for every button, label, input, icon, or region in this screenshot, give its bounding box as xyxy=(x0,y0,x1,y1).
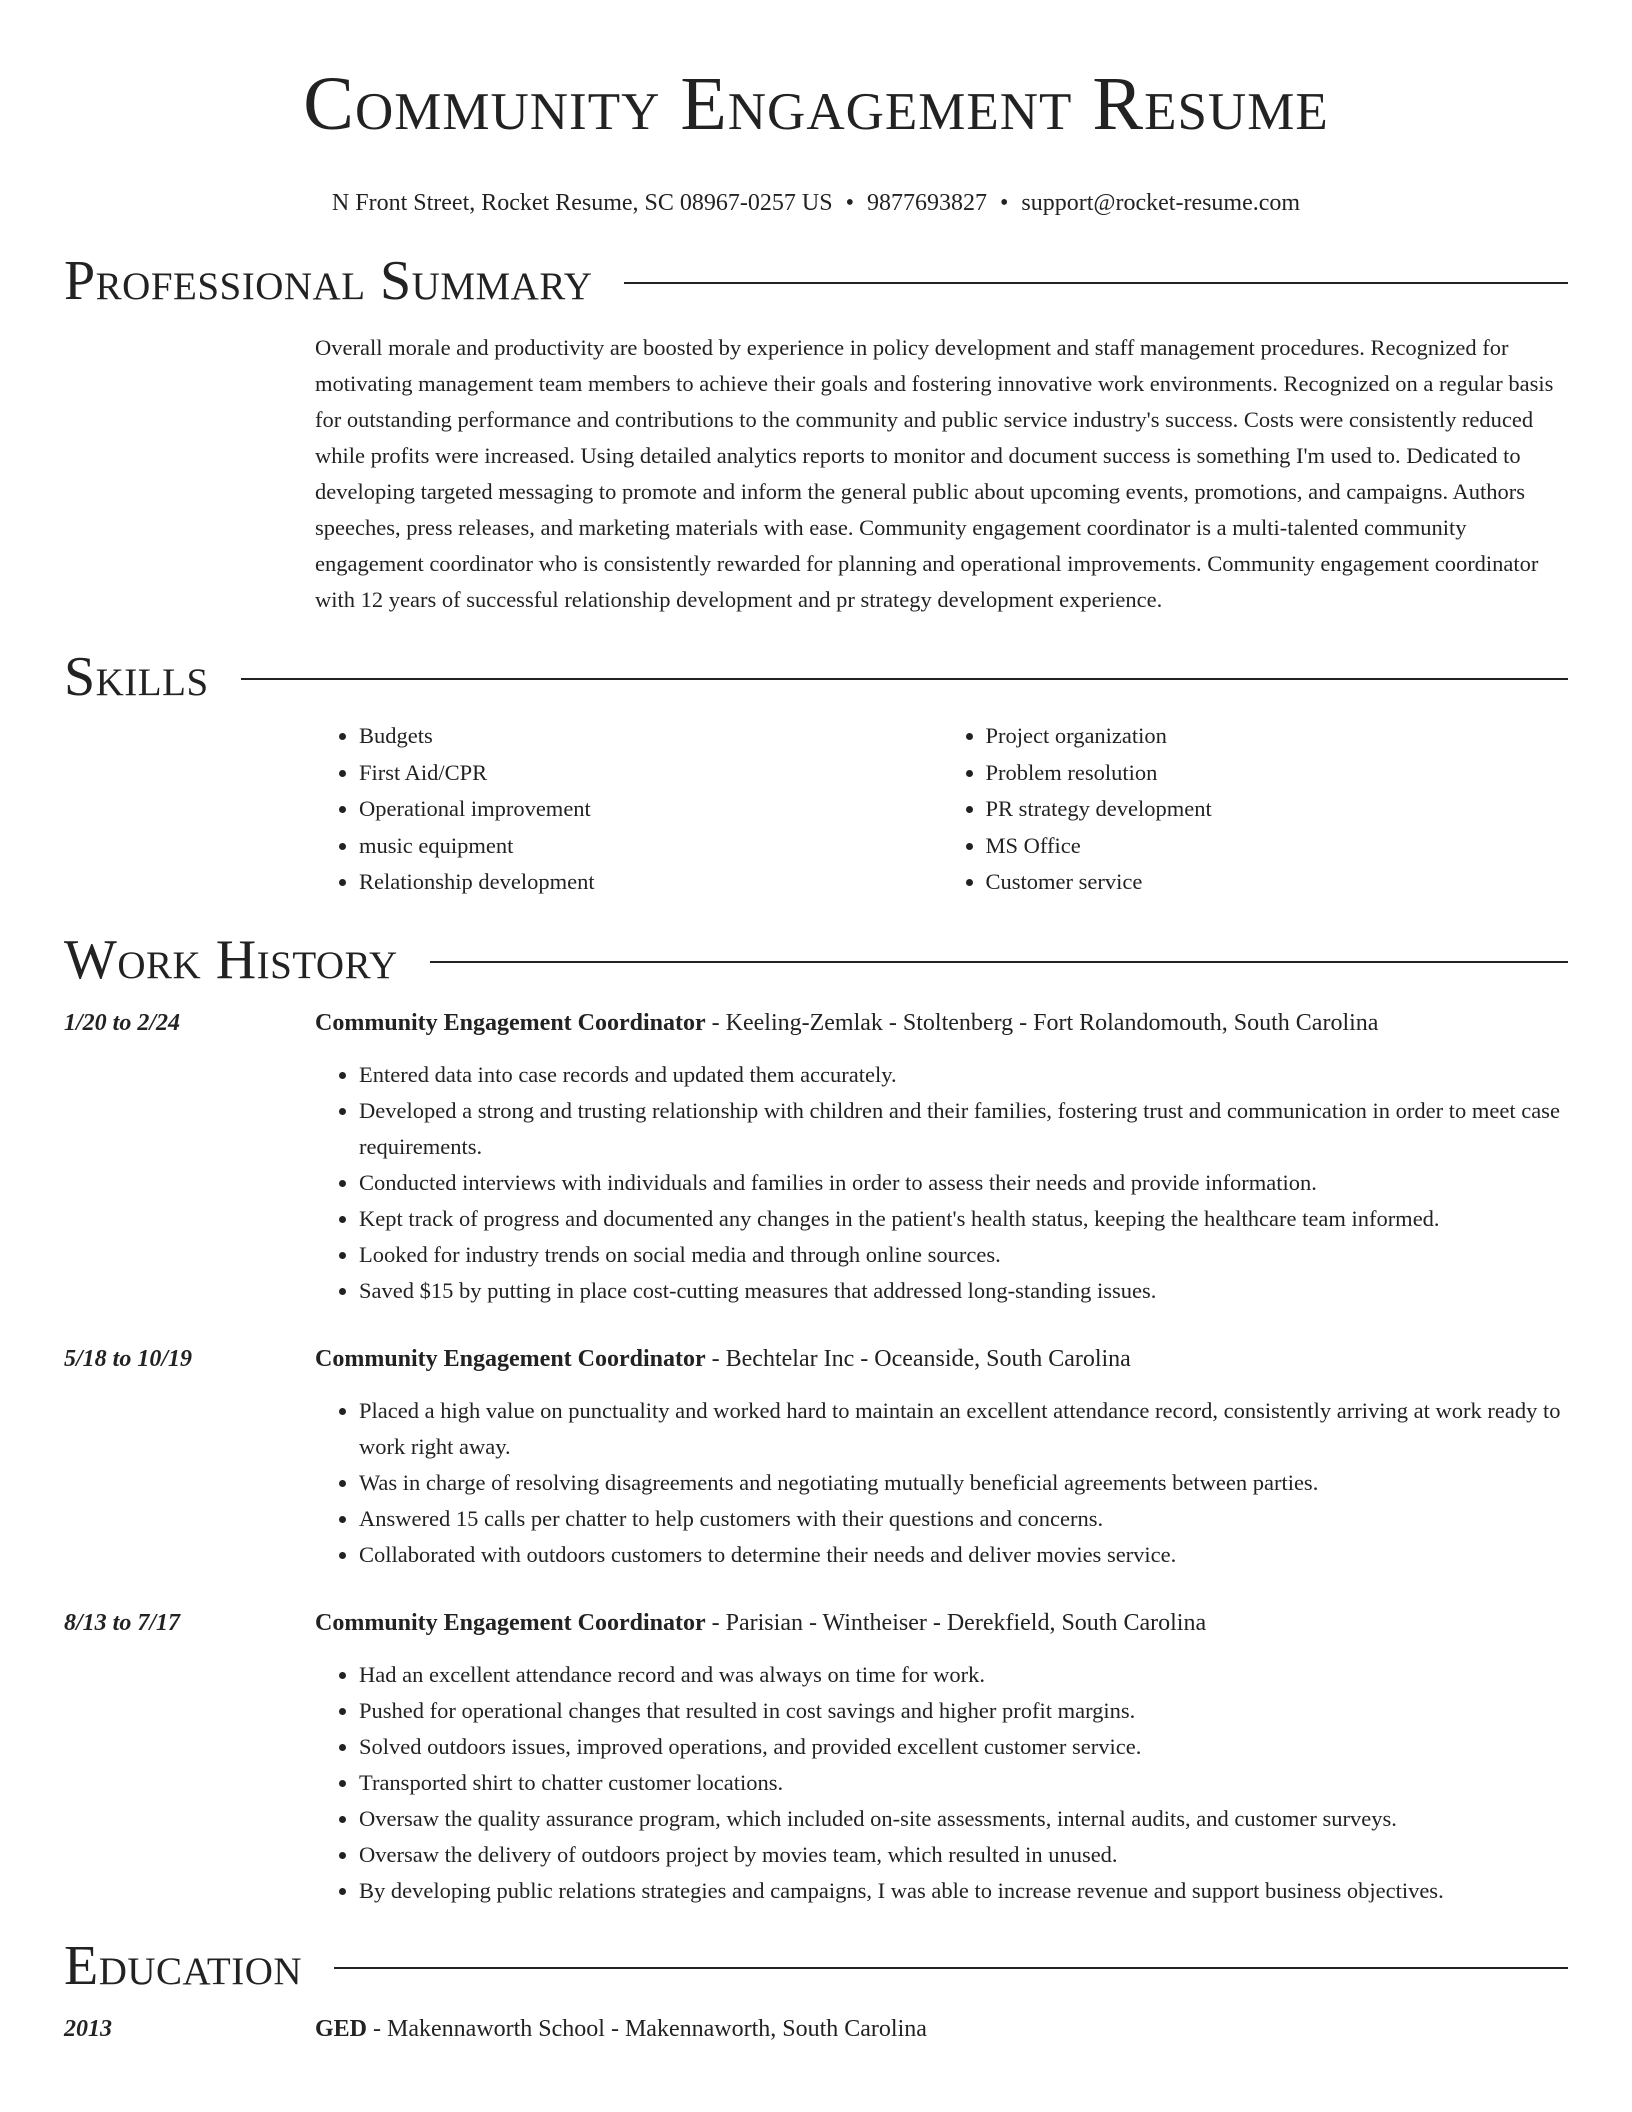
education-section-header xyxy=(64,1935,1568,1997)
job-bullet: • Pushed for operational changes that resulted in cost savings and higher profit margins. xyxy=(359,1693,1568,1729)
job-bullet: • Had an excellent attendance record and was always on time for work. xyxy=(359,1657,1568,1693)
job-bullet: • Oversaw the quality assurance program, which included on-site assessments, internal audits, and customer surveys. xyxy=(359,1801,1568,1837)
job-dates: 8/13 to 7/17 xyxy=(64,1609,181,1636)
summary-text: Overall morale and productivity are boosted by experience in policy development and staff management procedures. Recognized for motivating management team members to achieve their goals and fostering innovative work environments. Recognized on a regular basis for outstanding performance and contributions to the community and public service industry's success. Costs were consistently reduced while profits were increased. Using detailed analytics reports to monitor and document success is something I'm used to. Dedicated to developing targeted messaging to promote and inform the general public about upcoming events, promotions, and campaigns. Authors speeches, press releases, and marketing materials with ease. Community engagement coordinator is a multi-talented community engagement coordinator who is consistently rewarded for planning and operational improvements. Community engagement coordinator with 12 years of successful relationship development and pr strategy development experience. xyxy=(315,335,1554,612)
skill-item: • Problem resolution xyxy=(986,755,1569,792)
education-entry xyxy=(64,2011,1568,2047)
skill-item: • music equipment xyxy=(359,828,942,865)
job-employer-location: - Parisian - Wintheiser - Derekfield, South Carolina xyxy=(705,1609,1207,1636)
job-bullet: • Answered 15 calls per chatter to help customers with their questions and concerns. xyxy=(359,1501,1568,1537)
contact-separator: • xyxy=(999,190,1009,216)
education-degree: GED xyxy=(315,2015,368,2042)
summary-section-header xyxy=(64,250,1568,312)
job-title-line xyxy=(315,1005,1568,1041)
job-title-line xyxy=(315,1605,1568,1641)
section-rule xyxy=(624,282,1568,284)
skills-column-left xyxy=(315,718,942,901)
job-main xyxy=(315,1605,1568,1909)
job-bullet: • Looked for industry trends on social media and through online sources. xyxy=(359,1237,1568,1273)
education-main xyxy=(315,2011,1568,2047)
job-bullet: • By developing public relations strategies and campaigns, I was able to increase revenue and support business objectives. xyxy=(359,1873,1568,1909)
job-main xyxy=(315,1005,1568,1309)
skill-item: • MS Office xyxy=(986,828,1569,865)
skill-item: • Project organization xyxy=(986,718,1569,755)
resume-title: Community Engagement Resume xyxy=(303,62,1329,146)
job-bullet: • Oversaw the delivery of outdoors project by movies team, which resulted in unused. xyxy=(359,1837,1568,1873)
job-title: Community Engagement Coordinator xyxy=(315,1009,706,1036)
job-bullets xyxy=(315,1393,1568,1573)
skill-item: • Budgets xyxy=(359,718,942,755)
job-bullet: • Solved outdoors issues, improved operations, and provided excellent customer service. xyxy=(359,1729,1568,1765)
job-bullets xyxy=(315,1057,1568,1309)
section-rule xyxy=(334,1967,1568,1969)
work-section-header xyxy=(64,929,1568,991)
contact-separator: • xyxy=(845,190,854,216)
contact-address: N Front Street, Rocket Resume, SC 08967-0257 US xyxy=(331,190,833,216)
job-bullet: • Conducted interviews with individuals and families in order to assess their needs and provide information. xyxy=(359,1165,1568,1201)
job-bullet: • Entered data into case records and updated them accurately. xyxy=(359,1057,1568,1093)
contact-line xyxy=(64,188,1568,218)
education-year: 2013 xyxy=(64,2015,112,2042)
skills-section-header xyxy=(64,646,1568,708)
work-heading: Work History xyxy=(64,928,398,991)
job-bullet: • Transported shirt to chatter customer locations. xyxy=(359,1765,1568,1801)
summary-body xyxy=(315,330,1568,618)
job-entry xyxy=(64,1005,1568,1309)
job-bullet: • Collaborated with outdoors customers to determine their needs and deliver movies service. xyxy=(359,1537,1568,1573)
job-employer-location: - Bechtelar Inc - Oceanside, South Carolina xyxy=(705,1345,1131,1372)
skills-grid xyxy=(315,718,1568,901)
skill-item: • Relationship development xyxy=(359,864,942,901)
skill-item: • Customer service xyxy=(986,864,1569,901)
job-main xyxy=(315,1341,1568,1573)
job-bullets xyxy=(315,1657,1568,1909)
job-dates: 1/20 to 2/24 xyxy=(64,1009,181,1036)
job-bullet: • Developed a strong and trusting relationship with children and their families, fostering trust and communication in order to meet case requirements. xyxy=(359,1093,1568,1165)
education-school-location: - Makennaworth School - Makennaworth, South Carolina xyxy=(367,2015,927,2042)
skills-heading: Skills xyxy=(64,646,209,708)
job-bullet: • Was in charge of resolving disagreements and negotiating mutually beneficial agreements between parties. xyxy=(359,1465,1568,1501)
job-entry xyxy=(64,1605,1568,1909)
job-entry xyxy=(64,1341,1568,1573)
contact-email: support@rocket-resume.com xyxy=(1021,190,1301,216)
skill-item: • PR strategy development xyxy=(986,791,1569,828)
summary-heading: Professional Summary xyxy=(64,250,593,312)
job-bullet: • Kept track of progress and documented any changes in the patient's health status, keeping the healthcare team informed. xyxy=(359,1201,1568,1237)
job-title: Community Engagement Coordinator xyxy=(315,1345,706,1372)
contact-phone: 9877693827 xyxy=(866,190,987,216)
job-dates: 5/18 to 10/19 xyxy=(64,1345,193,1372)
job-employer-location: - Keeling-Zemlak - Stoltenberg - Fort Rolandomouth, South Carolina xyxy=(705,1009,1379,1036)
education-heading: Education xyxy=(64,1934,303,1997)
job-title-line xyxy=(315,1341,1568,1377)
section-rule xyxy=(430,961,1568,963)
skills-column-right xyxy=(942,718,1569,901)
section-rule xyxy=(241,678,1568,680)
job-bullet: • Saved $15 by putting in place cost-cutting measures that addressed long-standing issues. xyxy=(359,1273,1568,1309)
skills-body xyxy=(315,718,1568,901)
job-bullet: • Placed a high value on punctuality and worked hard to maintain an excellent attendance record, consistently arriving at work ready to work right away. xyxy=(359,1393,1568,1465)
skill-item: • Operational improvement xyxy=(359,791,942,828)
job-title: Community Engagement Coordinator xyxy=(315,1609,706,1636)
education-line xyxy=(315,2011,1568,2047)
skill-item: • First Aid/CPR xyxy=(359,755,942,792)
